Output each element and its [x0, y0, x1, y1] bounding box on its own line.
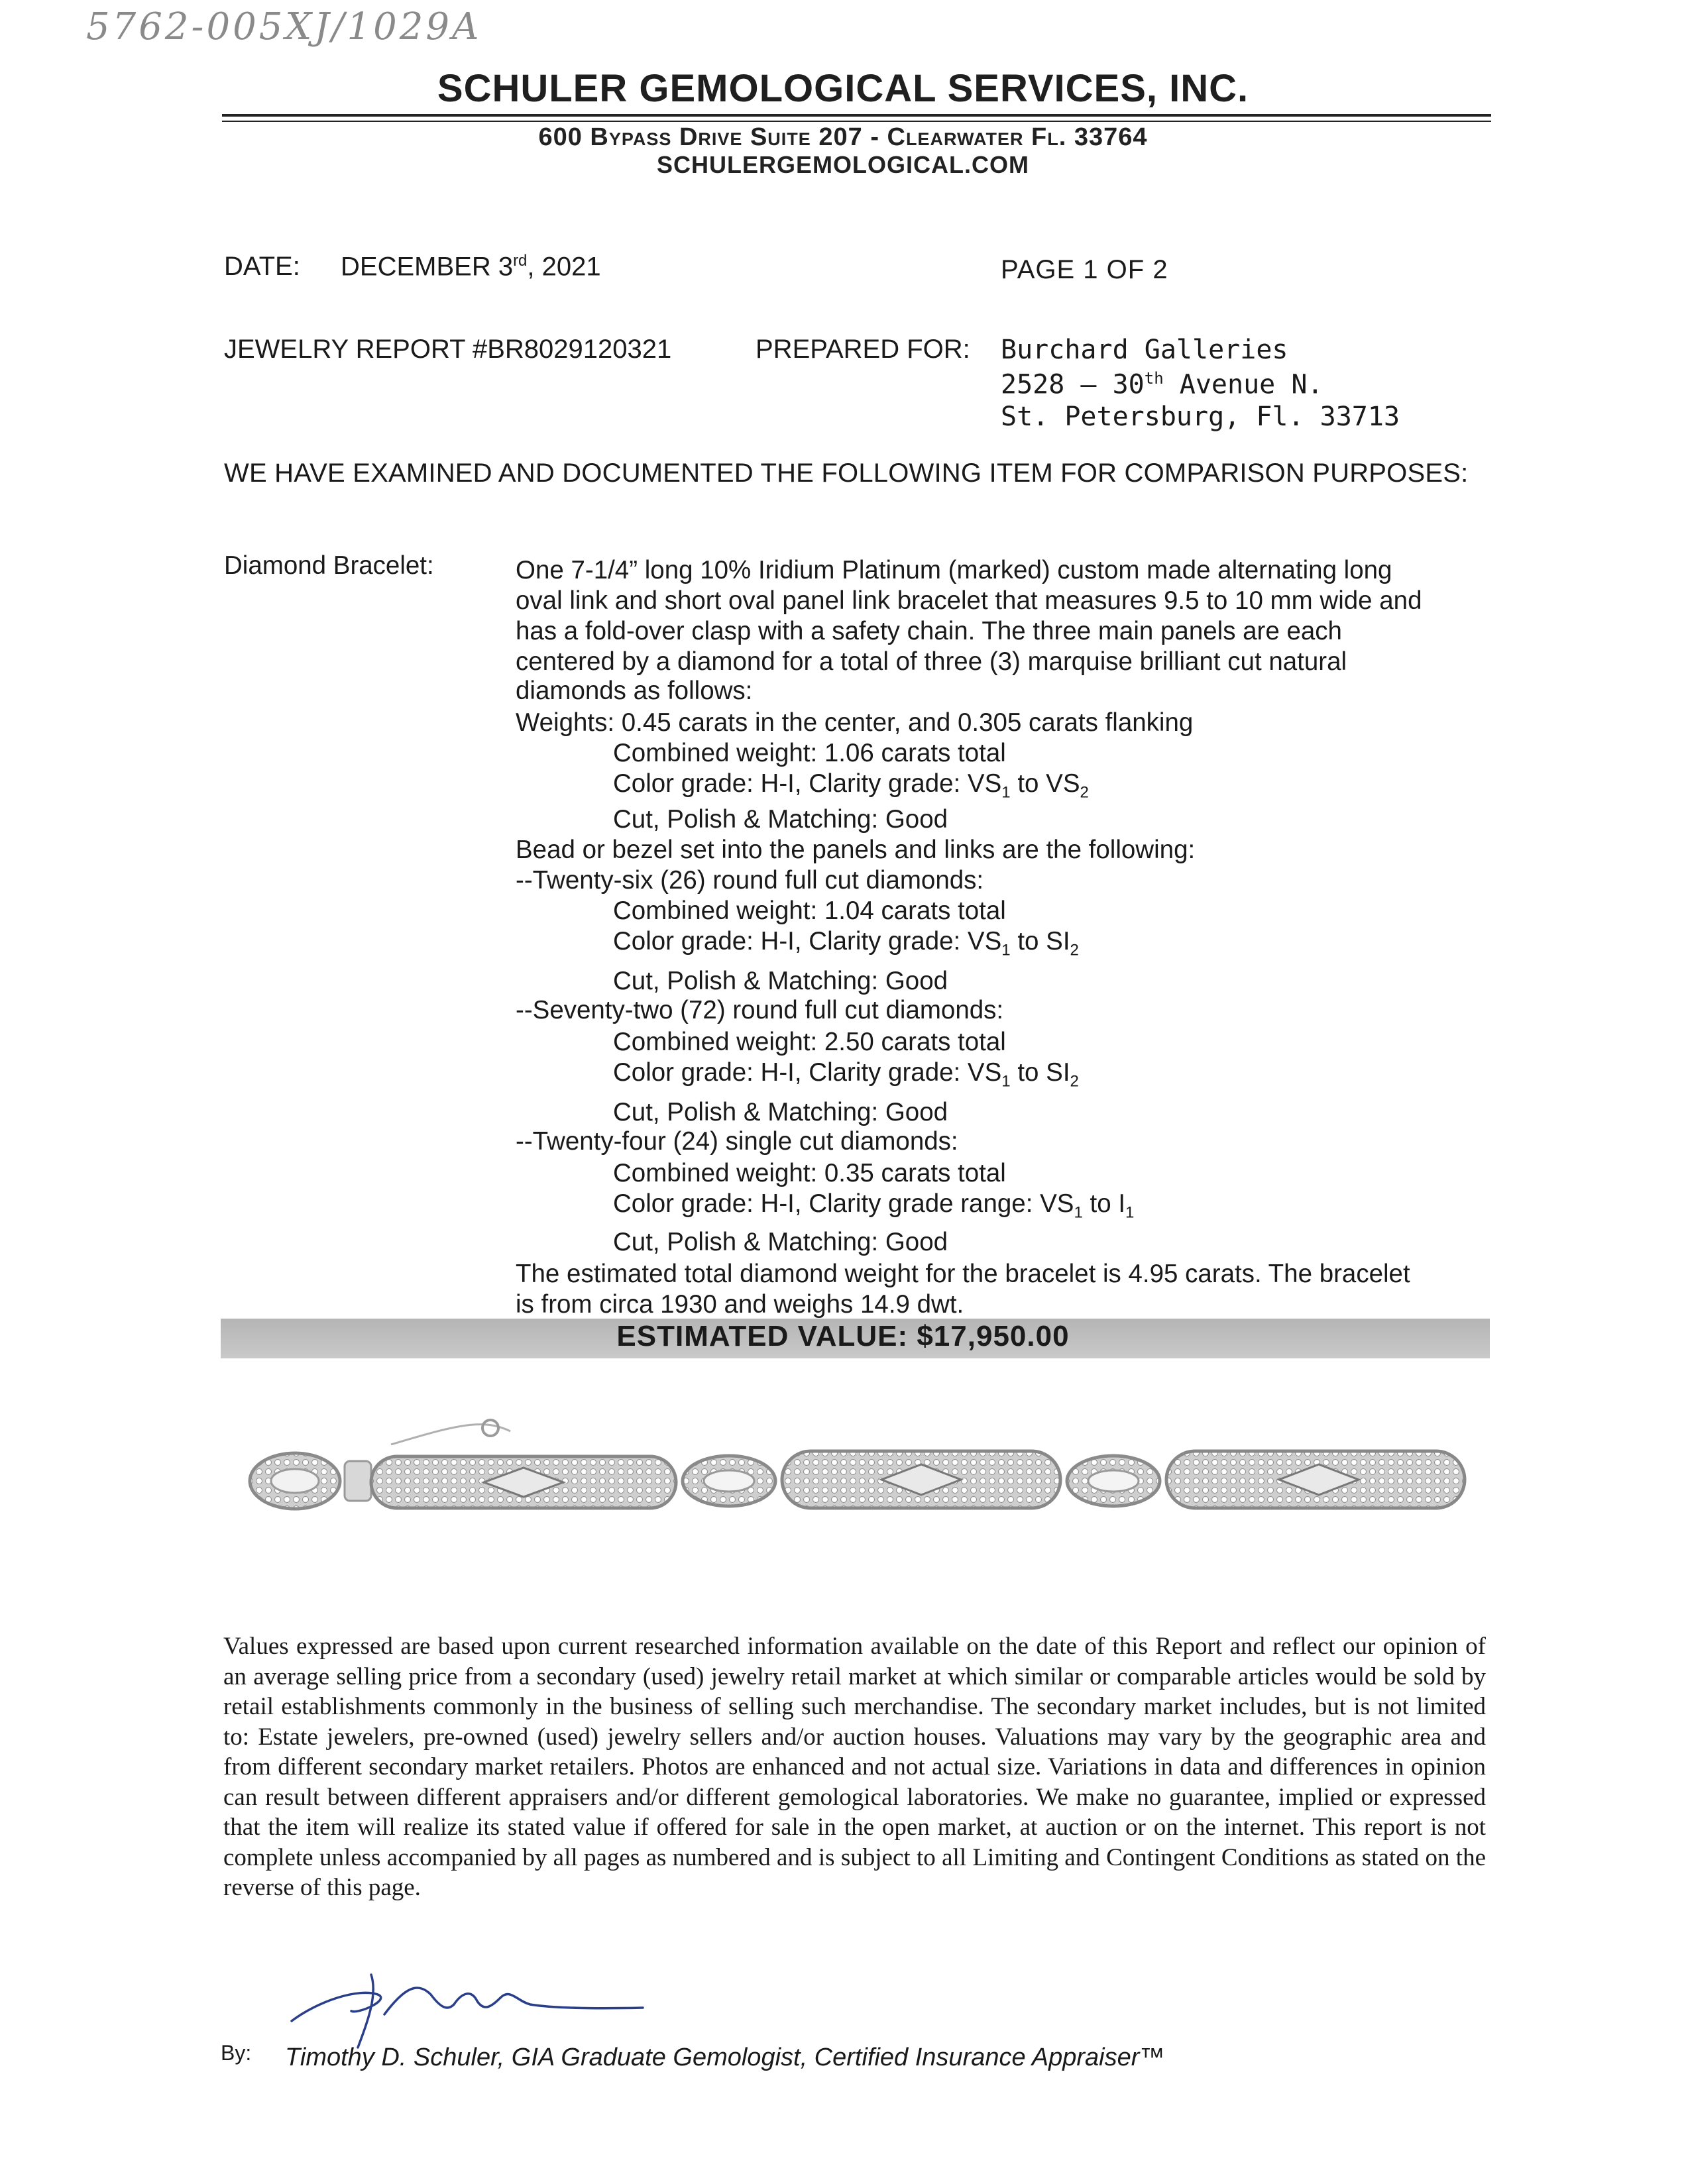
signer-name: Timothy D. Schuler, GIA Graduate Gemologist, Certified Insurance Appraiser™ [285, 2044, 1165, 2071]
prepared-for-label: PREPARED FOR: [756, 335, 970, 364]
group4-title: --Twenty-four (24) single cut diamonds: [516, 1127, 958, 1156]
group2-color-grade: Color grade: H-I, Clarity grade: $VS_1$ to $SI_2$ [613, 927, 1079, 959]
date-value: DECEMBER 3rd, 2021 [341, 252, 601, 282]
company-name: SCHULER GEMOLOGICAL SERVICES, INC. [437, 67, 1249, 110]
bead-statement: Bead or bezel set into the panels and links are the following: [516, 836, 1196, 864]
group3-color-grade: Color grade: H-I, Clarity grade: $VS_1$ to $SI_2$ [613, 1058, 1079, 1091]
bracelet-photo [245, 1411, 1478, 1517]
header-rule [222, 114, 1491, 117]
group1-combined-weight: Combined weight: 1.06 carats total [613, 739, 1006, 767]
group1-color-grade: Color grade: H-I, Clarity grade: $VS_1$ to $VS_2$ [613, 769, 1089, 802]
group3-cut: Cut, Polish & Matching: Good [613, 1098, 948, 1126]
client-city: St. Petersburg, Fl. 33713 [1001, 402, 1400, 432]
description-line: centered by a diamond for a total of three (3) marquise brilliant cut natural [516, 647, 1347, 676]
client-name: Burchard Galleries [1001, 335, 1288, 365]
group1-cut: Cut, Polish & Matching: Good [613, 805, 948, 834]
group2-cut: Cut, Polish & Matching: Good [613, 967, 948, 995]
company-address: 600 Bypass Drive Suite 207 - Clearwater Fl. 33764 [538, 123, 1148, 151]
summary-line: is from circa 1930 and weighs 14.9 dwt. [516, 1290, 964, 1319]
description-line: has a fold-over clasp with a safety chain. The three main panels are each [516, 617, 1342, 645]
estimated-value: ESTIMATED VALUE: $17,950.00 [616, 1320, 1070, 1352]
group3-combined-weight: Combined weight: 2.50 carats total [613, 1028, 1006, 1056]
company-website: SCHULERGEMOLOGICAL.COM [657, 151, 1029, 178]
by-label: By: [221, 2041, 252, 2065]
disclaimer-paragraph: Values expressed are based upon current researched information available on the date of this Report and reflect our opinion of an average selling price from a secondary (used) jewelry retail market at which similar or comparable articles would be sold by retail establishments commonly in the business of selling such merchandise. The secondary market includes, but is not limited to: Estate jewelers, pre-owned (used) jewelry sellers and/or auction houses. Valuations may vary by the geographic area and from different secondary market retailers. Photos are enhanced and not actual size. Variations in data and differences in opinion can result between different appraisers and/or different gemological laboratories. We make no guarantee, implied or expressed that the item will realize its stated value if offered for sale in the open market, at auction or on the internet. This report is not complete unless accompanied by all pages as numbered and is subject to all Limiting and Contingent Conditions as stated on the reverse of this page. [223, 1633, 1486, 1901]
description-line: One 7-1/4” long 10% Iridium Platinum (marked) custom made alternating long [516, 556, 1392, 584]
group4-cut: Cut, Polish & Matching: Good [613, 1228, 948, 1256]
handwritten-reference: 5762-005XJ/1029A [86, 5, 482, 48]
item-label: Diamond Bracelet: [224, 551, 434, 580]
description-line: oval link and short oval panel link bracelet that measures 9.5 to 10 mm wide and [516, 586, 1422, 615]
date-label: DATE: [224, 252, 300, 281]
group2-combined-weight: Combined weight: 1.04 carats total [613, 897, 1006, 925]
header-rule-thin [222, 121, 1491, 122]
group2-title: --Twenty-six (26) round full cut diamonds: [516, 866, 984, 895]
weights-line: Weights: 0.45 carats in the center, and 0.305 carats flanking [516, 708, 1194, 737]
group4-color-grade: Color grade: H-I, Clarity grade range: $VS_1$ to $I_1$ [613, 1189, 1135, 1222]
group4-combined-weight: Combined weight: 0.35 carats total [613, 1159, 1006, 1187]
summary-line: The estimated total diamond weight for the bracelet is 4.95 carats. The bracelet [516, 1260, 1410, 1288]
description-line: diamonds as follows: [516, 677, 753, 705]
intro-statement: WE HAVE EXAMINED AND DOCUMENTED THE FOLLOWING ITEM FOR COMPARISON PURPOSES: [224, 459, 1469, 488]
page-number: PAGE 1 OF 2 [1001, 255, 1168, 284]
client-street: 2528 – 30th Avenue N. [1001, 369, 1323, 400]
report-number: JEWELRY REPORT #BR8029120321 [224, 335, 672, 364]
group3-title: --Seventy-two (72) round full cut diamonds: [516, 996, 1004, 1024]
